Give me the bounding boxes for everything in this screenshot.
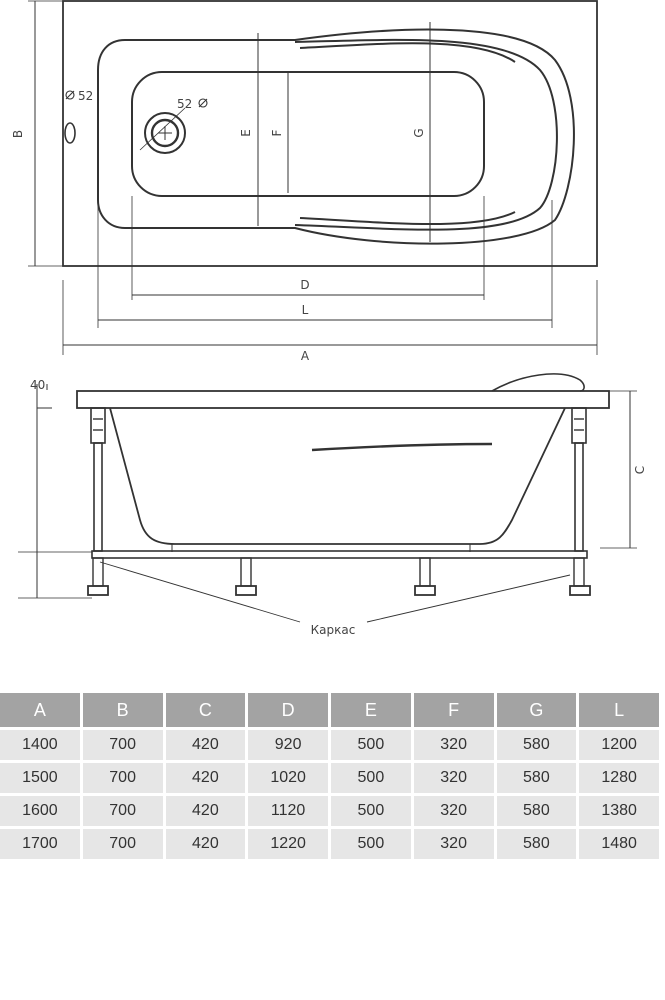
header-cell: A — [0, 693, 80, 727]
table-cell: 1380 — [579, 796, 659, 826]
table-cell: 500 — [331, 829, 411, 859]
dimension-label-f: F — [270, 129, 284, 137]
table-header-row — [0, 693, 659, 727]
frame-bottom-rail — [92, 551, 587, 558]
header-cell: C — [166, 693, 246, 727]
table-cell: 700 — [83, 796, 163, 826]
table-cell: 1020 — [248, 763, 328, 793]
header-cell: B — [83, 693, 163, 727]
table-cell: 500 — [331, 730, 411, 760]
header-cell: D — [248, 693, 328, 727]
table-cell: 1500 — [0, 763, 80, 793]
tub-body-side — [110, 408, 565, 544]
header-cell: E — [331, 693, 411, 727]
table-row — [0, 796, 659, 826]
table-cell: 420 — [166, 730, 246, 760]
tub-rim-side — [77, 391, 609, 408]
table-cell: 500 — [331, 796, 411, 826]
table-cell: 420 — [166, 796, 246, 826]
table-cell: 700 — [83, 763, 163, 793]
table-cell: 580 — [497, 829, 577, 859]
table-cell: 1200 — [579, 730, 659, 760]
table-cell: 320 — [414, 763, 494, 793]
table-cell: 500 — [331, 763, 411, 793]
middle-leg-1 — [236, 558, 256, 595]
left-leg — [88, 408, 108, 595]
headrest-side — [492, 374, 584, 391]
table-cell: 1220 — [248, 829, 328, 859]
dimension-label-l: L — [301, 303, 309, 317]
header-cell: L — [579, 693, 659, 727]
table-cell: 580 — [497, 796, 577, 826]
outer-basin-outline — [98, 30, 574, 244]
table-cell: 700 — [83, 829, 163, 859]
table-row — [0, 763, 659, 793]
table-row — [0, 829, 659, 859]
overflow-diameter-label: 52 — [78, 89, 94, 103]
table-row — [0, 730, 659, 760]
table-cell: 580 — [497, 730, 577, 760]
table-cell: 420 — [166, 763, 246, 793]
table-cell: 1700 — [0, 829, 80, 859]
overflow-opening — [65, 123, 75, 143]
header-cell: G — [497, 693, 577, 727]
dimension-label-b: B — [11, 129, 25, 139]
table-cell: 320 — [414, 796, 494, 826]
dimension-label-e: E — [239, 129, 253, 137]
dimension-label-a: A — [300, 349, 310, 363]
dimension-label-g: G — [412, 128, 426, 138]
table-cell: 1280 — [579, 763, 659, 793]
middle-leg-2 — [415, 558, 435, 595]
table-cell: 1120 — [248, 796, 328, 826]
table-cell: 700 — [83, 730, 163, 760]
dimension-label-c: C — [633, 465, 647, 475]
table-cell: 1400 — [0, 730, 80, 760]
dimension-label-d: D — [300, 278, 310, 292]
table-cell: 320 — [414, 829, 494, 859]
table-cell: 320 — [414, 730, 494, 760]
table-cell: 920 — [248, 730, 328, 760]
rim-height-label: 40 — [30, 378, 46, 392]
right-leg — [570, 408, 590, 595]
header-cell: F — [414, 693, 494, 727]
table-cell: 420 — [166, 829, 246, 859]
table-cell: 1480 — [579, 829, 659, 859]
table-cell: 580 — [497, 763, 577, 793]
table-cell: 1600 — [0, 796, 80, 826]
frame-label: Каркас — [310, 623, 356, 637]
drain-diameter-label: 52 — [177, 97, 193, 111]
dimensions-table — [0, 690, 662, 862]
